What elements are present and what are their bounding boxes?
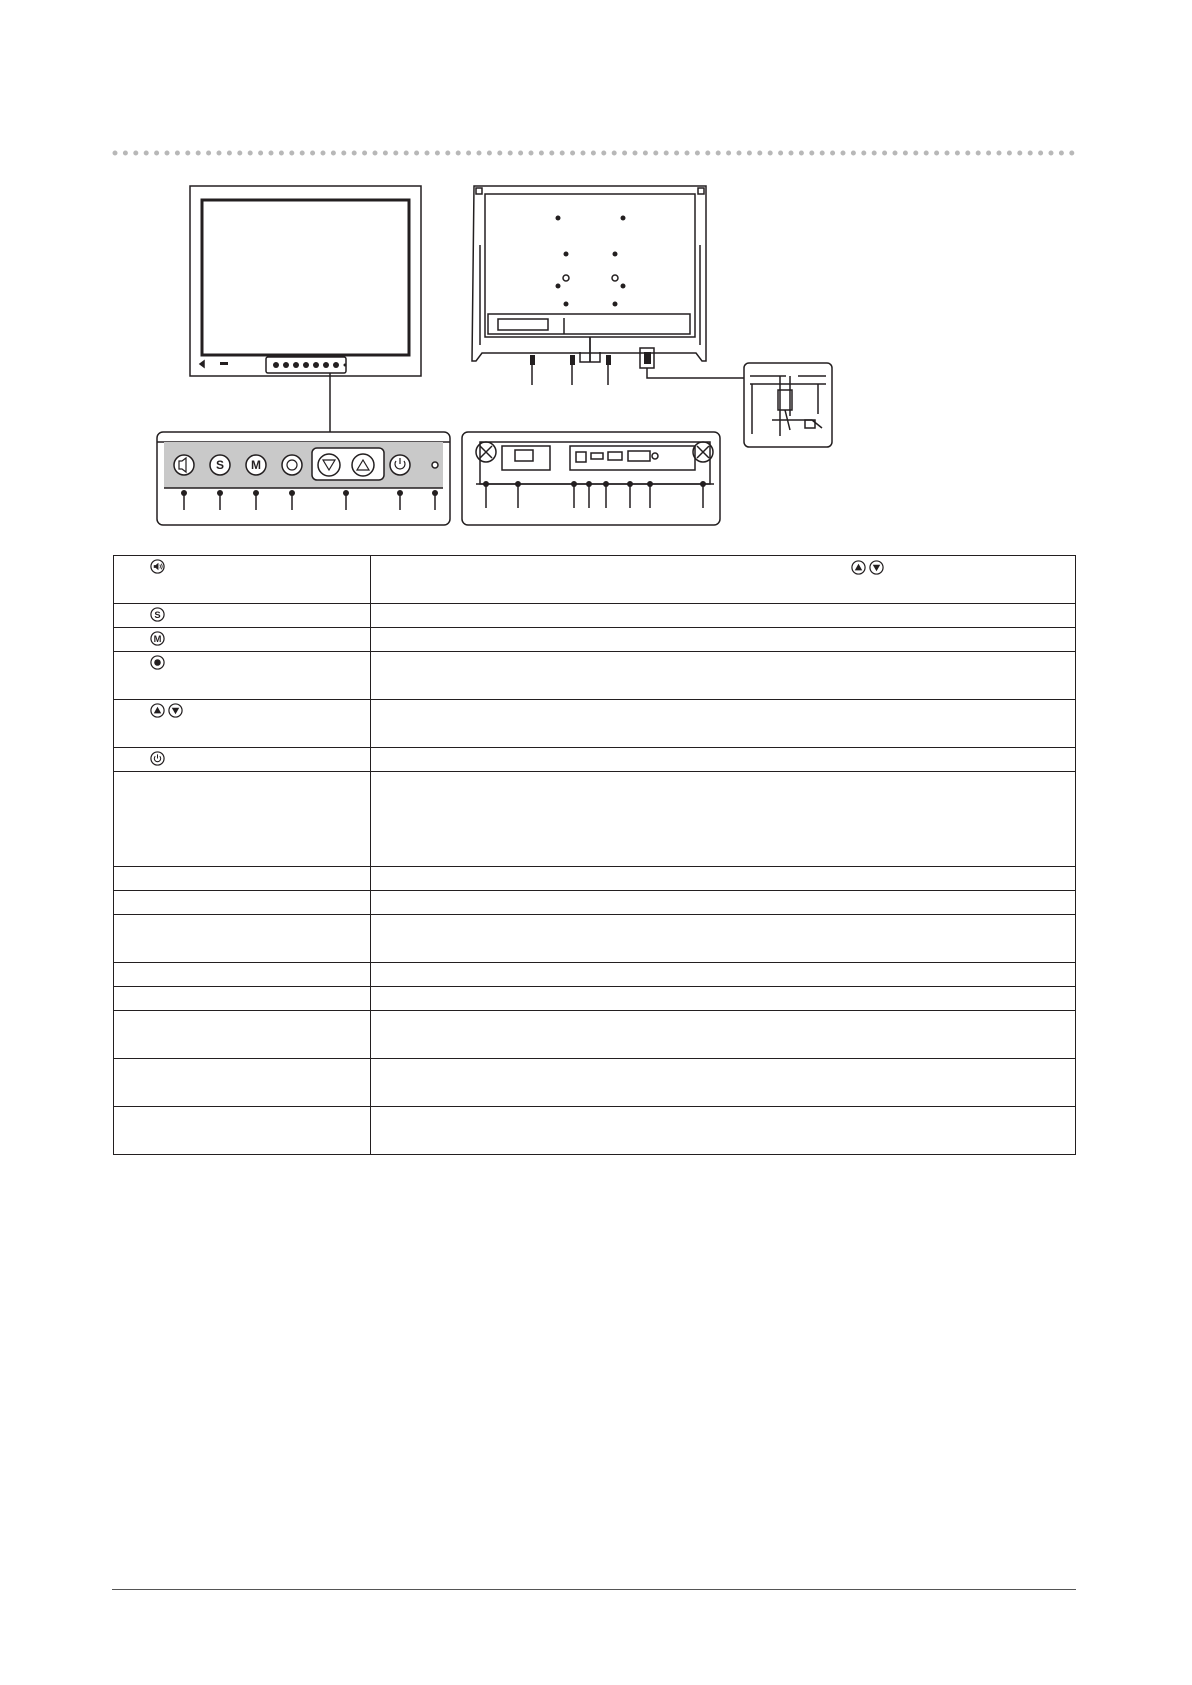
parts-table-row — [114, 867, 1076, 891]
parts-table-row — [114, 987, 1076, 1011]
svg-text:M: M — [251, 458, 261, 472]
cable-holder-inset — [744, 363, 832, 447]
part-function-cell — [371, 604, 1076, 628]
parts-table-row — [114, 891, 1076, 915]
part-name-cell — [114, 915, 371, 963]
part-function-cell — [371, 1059, 1076, 1107]
svg-text:S: S — [154, 610, 161, 621]
parts-table-row — [114, 604, 1076, 628]
part-function-cell — [371, 556, 1076, 604]
parts-table-row — [114, 748, 1076, 772]
part-name-cell — [114, 1107, 371, 1155]
parts-table-row — [114, 1059, 1076, 1107]
part-function-cell — [371, 652, 1076, 700]
part-name-cell — [114, 1059, 371, 1107]
m-letter-icon — [150, 631, 165, 646]
parts-table-row — [114, 700, 1076, 748]
section-divider — [112, 148, 1076, 158]
speaker-icon — [150, 559, 165, 574]
part-function-cell — [371, 772, 1076, 867]
part-function-cell — [371, 915, 1076, 963]
part-name-cell — [114, 867, 371, 891]
part-function-cell — [371, 748, 1076, 772]
part-function-cell — [371, 628, 1076, 652]
down-arrow-icon — [168, 703, 183, 718]
part-name-cell — [114, 604, 371, 628]
record-dot-icon — [150, 655, 165, 670]
part-name-cell — [114, 748, 371, 772]
part-function-cell — [371, 867, 1076, 891]
up-arrow-icon — [150, 703, 165, 718]
s-letter-icon — [150, 607, 165, 622]
rear-connector-detail — [462, 432, 720, 525]
front-button-detail — [157, 432, 450, 525]
part-name-cell — [114, 652, 371, 700]
part-name-cell — [114, 987, 371, 1011]
parts-table-row — [114, 1011, 1076, 1059]
footer-rule — [112, 1589, 1076, 1590]
front-view — [190, 186, 421, 432]
parts-table-row — [114, 628, 1076, 652]
part-name-cell — [114, 963, 371, 987]
parts-table-row — [114, 652, 1076, 700]
parts-table-row — [114, 556, 1076, 604]
parts-table-row — [114, 1107, 1076, 1155]
power-icon — [150, 751, 165, 766]
part-function-cell — [371, 987, 1076, 1011]
part-name-cell — [114, 891, 371, 915]
part-name-cell — [114, 772, 371, 867]
svg-text:M: M — [153, 634, 162, 645]
part-name-cell — [114, 700, 371, 748]
monitor-parts-illustration — [150, 180, 870, 530]
parts-table-row — [114, 772, 1076, 867]
svg-text:S: S — [216, 458, 225, 472]
parts-table-row — [114, 915, 1076, 963]
parts-table — [113, 555, 1076, 1155]
part-name-cell — [114, 556, 371, 604]
part-function-cell — [371, 963, 1076, 987]
part-name-cell — [114, 628, 371, 652]
rear-view — [472, 186, 747, 385]
part-function-cell — [371, 1011, 1076, 1059]
part-name-cell — [114, 1011, 371, 1059]
part-function-cell — [371, 1107, 1076, 1155]
parts-table-row — [114, 963, 1076, 987]
part-function-cell — [371, 700, 1076, 748]
part-function-cell — [371, 891, 1076, 915]
